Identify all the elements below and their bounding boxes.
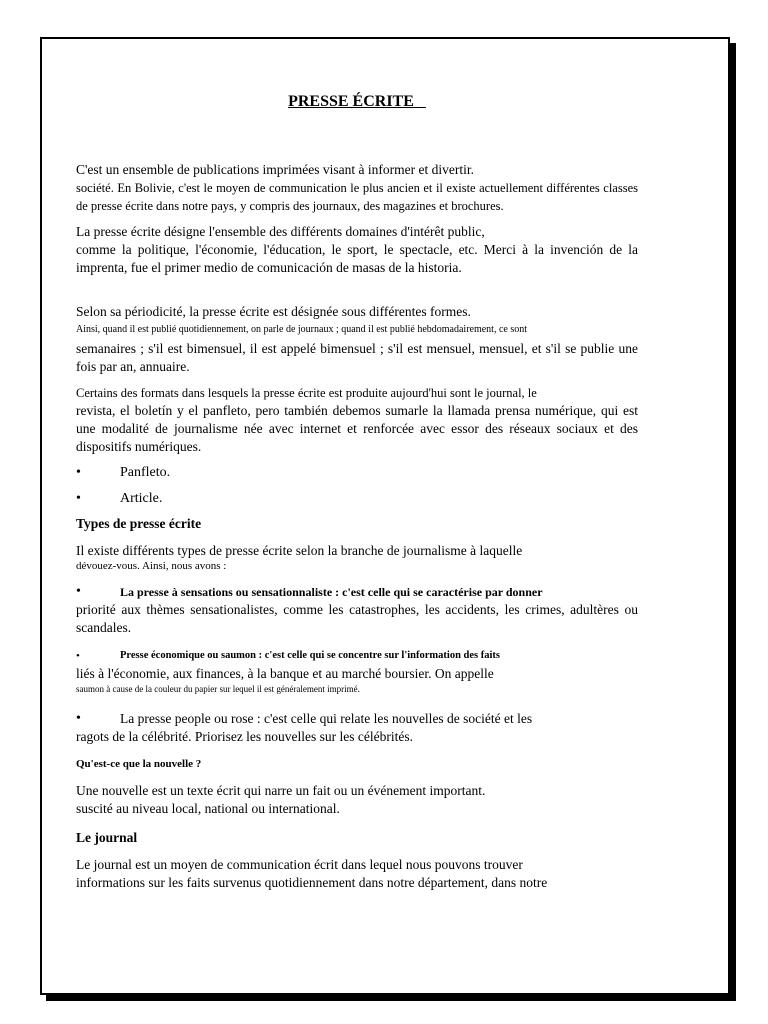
bullet-marker: • xyxy=(76,465,81,480)
types-intro-line1: Il existe différents types de presse écrite selon la branche de journalisme à laquelle xyxy=(76,543,523,558)
press-type-people xyxy=(76,710,638,746)
paragraph-periodicity-line2: Ainsi, quand il est publié quotidiennement, on parle de journaux ; quand il est publié hebdomadairement, ce sont xyxy=(76,324,528,335)
list-item-text: Panfleto. xyxy=(120,465,171,480)
news-paragraph xyxy=(76,782,638,818)
paragraph-formats-line2: revista, el boletín y el panfleto, pero también debemos sumarle la llamada prensa numérique, qui est une modalité de journalisme née avec internet et renforcée avec essor des réseaux sociaux et des dispositifs numériques. xyxy=(76,403,638,454)
paragraph-intro-line2: société. En Bolivie, c'est le moyen de communication le plus ancien et il existe actuellement différentes classes de presse écrite dans notre pays, y compris des journaux, des magazines et brochures. xyxy=(76,181,638,213)
paragraph-intro-line1: C'est un ensemble de publications imprimées visant à informer et divertir. xyxy=(76,162,474,177)
news-heading: Qu'est-ce que la nouvelle ? xyxy=(76,758,202,770)
paragraph-periodicity-line3: semanaires ; s'il est bimensuel, il est appelé bimensuel ; s'il est mensuel, mensuel, et s'il se publie une fois par an, annuaire. xyxy=(76,341,638,374)
bullet-marker: • xyxy=(76,711,81,726)
press-type-small-text: saumon à cause de la couleur du papier sur lequel il est généralement imprimé. xyxy=(76,684,360,694)
paragraph-formats-line1: Certains des formats dans lesquels la presse écrite est produite aujourd'hui sont le journal, le xyxy=(76,386,537,400)
paragraph-intro xyxy=(76,161,638,215)
press-type-economic xyxy=(76,647,638,696)
types-intro-line2: dévouez-vous. Ainsi, nous avons : xyxy=(76,560,227,572)
list-item xyxy=(76,490,638,508)
bullet-marker: • xyxy=(76,584,81,599)
paragraph-definition-line2: comme la politique, l'économie, l'éducation, le sport, le spectacle, etc. Merci à la invención de la imprenta, fue el primer medio de comunicación de masas de la historia. xyxy=(76,242,638,275)
press-type-lead-row xyxy=(76,710,638,728)
press-type-text: ragots de la célébrité. Priorisez les nouvelles sur les célébrités. xyxy=(76,729,414,744)
paragraph-periodicity xyxy=(76,303,638,376)
press-type-text: liés à l'économie, aux finances, à la banque et au marché boursier. On appelle xyxy=(76,666,494,681)
press-type-lead: Presse économique ou saumon : c'est celle qui se concentre sur l'information des faits xyxy=(120,650,501,661)
press-type-lead-row xyxy=(76,647,638,665)
journal-paragraph xyxy=(76,856,638,892)
press-type-lead-row xyxy=(76,583,638,601)
bullet-marker: • xyxy=(76,491,81,506)
news-paragraph-line2: suscité au niveau local, national ou international. xyxy=(76,801,340,816)
journal-paragraph-line1: Le journal est un moyen de communication écrit dans lequel nous pouvons trouver xyxy=(76,857,523,872)
press-type-lead: La presse people ou rose : c'est celle qui relate les nouvelles de société et les xyxy=(120,711,533,726)
paragraph-definition xyxy=(76,223,638,277)
bullet-marker: • xyxy=(76,650,80,662)
news-paragraph-line1: Une nouvelle est un texte écrit qui narre un fait ou un événement important. xyxy=(76,783,486,798)
list-item xyxy=(76,464,638,482)
types-intro xyxy=(76,542,638,573)
paragraph-formats xyxy=(76,384,638,456)
types-heading: Types de presse écrite xyxy=(76,516,202,531)
page-title xyxy=(76,93,638,111)
list-item-text: Article. xyxy=(120,491,163,506)
press-type-lead: La presse à sensations ou sensationnaliste : c'est celle qui se caractérise par donner xyxy=(120,585,543,599)
press-type-text: priorité aux thèmes sensationalistes, comme les catastrophes, les accidents, les crimes, adultères ou scandales. xyxy=(76,602,638,635)
document-body xyxy=(76,57,638,900)
journal-heading: Le journal xyxy=(76,830,138,845)
paragraph-periodicity-line1: Selon sa périodicité, la presse écrite est désignée sous différentes formes. xyxy=(76,304,471,319)
paragraph-definition-line1: La presse écrite désigne l'ensemble des différents domaines d'intérêt public, xyxy=(76,224,485,239)
journal-paragraph-line2: informations sur les faits survenus quotidiennement dans notre département, dans notre xyxy=(76,875,548,890)
press-type-sensational xyxy=(76,583,638,637)
page-title-text: PRESSE ÉCRITE xyxy=(288,93,426,110)
